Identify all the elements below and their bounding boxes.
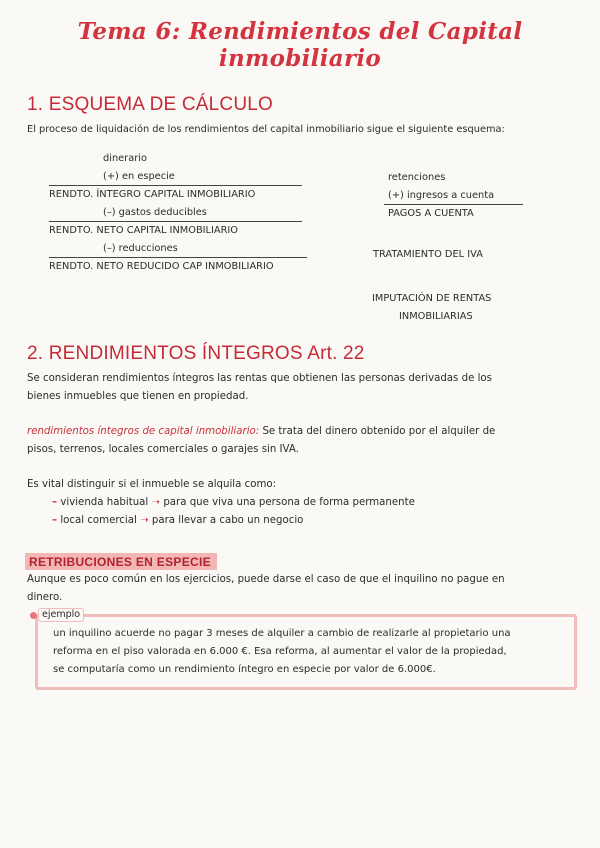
- scheme-pagos: PAGOS A CUENTA: [388, 208, 474, 219]
- highlight-heading-especie: [25, 551, 217, 570]
- scheme-reducciones: (–) reducciones: [103, 243, 178, 254]
- scheme-divider: [49, 221, 302, 222]
- arrow-right-icon: ➝: [151, 497, 161, 508]
- list-item: [52, 494, 415, 512]
- scheme-imputacion-2: INMOBILIARIAS: [399, 311, 473, 322]
- list-item-term: local comercial: [60, 515, 137, 526]
- list-item-desc: para llevar a cabo un negocio: [151, 515, 304, 526]
- definition-text: Se trata del dinero obtenido por el alquiler de: [259, 426, 496, 437]
- list-item: [52, 512, 303, 530]
- scheme-especie: (+) en especie: [103, 171, 175, 182]
- scheme-imputacion-1: IMPUTACIÓN DE RENTAS: [372, 293, 492, 304]
- dash-icon: –: [52, 515, 58, 526]
- scheme-neto: RENDTO. NETO CAPITAL INMOBILIARIO: [49, 225, 239, 236]
- section-heading-integros: 2. RENDIMIENTOS ÍNTEGROS Art. 22: [27, 343, 365, 364]
- bullet-dot-icon: [30, 612, 37, 619]
- scheme-retenciones: retenciones: [388, 172, 446, 183]
- paragraph-line: dinero.: [27, 592, 63, 603]
- scheme-divider: [49, 185, 302, 186]
- section-heading-esquema: 1. ESQUEMA DE CÁLCULO: [27, 94, 273, 115]
- example-line: se computaría como un rendimiento íntegro en especie por valor de 6.000€.: [53, 664, 436, 675]
- paragraph-line: bienes inmuebles que tienen en propiedad.: [27, 391, 249, 402]
- scheme-divider: [49, 257, 307, 258]
- scheme-ingresos: (+) ingresos a cuenta: [388, 190, 495, 201]
- example-label: ejemplo: [38, 608, 84, 622]
- highlight-text: RETRIBUCIONES EN ESPECIE: [25, 553, 217, 570]
- paragraph-line: Aunque es poco común en los ejercicios, puede darse el caso de que el inquilino no pague en: [27, 574, 505, 585]
- scheme-gastos: (–) gastos deducibles: [103, 207, 207, 218]
- scheme-dinerario: dinerario: [103, 153, 147, 164]
- list-item-desc: para que viva una persona de forma permanente: [163, 497, 415, 508]
- scheme-iva: TRATAMIENTO DEL IVA: [373, 249, 483, 260]
- example-line: un inquilino acuerde no pagar 3 meses de alquiler a cambio de realizarle al propietario una: [53, 628, 511, 639]
- scheme-integro: RENDTO. ÍNTEGRO CAPITAL INMOBILIARIO: [49, 189, 256, 200]
- definition-term: rendimientos íntegros de capital inmobiliario:: [27, 426, 260, 437]
- definition-line-2: pisos, terrenos, locales comerciales o garajes sin IVA.: [27, 444, 299, 455]
- paragraph-line: Se consideran rendimientos íntegros las rentas que obtienen las personas derivadas de los: [27, 373, 492, 384]
- definition-line: [27, 423, 495, 441]
- intro-text: El proceso de liquidación de los rendimientos del capital inmobiliario sigue el siguiente esquema:: [27, 124, 505, 135]
- arrow-right-icon: ➝: [140, 515, 149, 526]
- dash-icon: –: [52, 497, 58, 508]
- vital-text: Es vital distinguir si el inmueble se alquila como:: [27, 479, 277, 490]
- scheme-reducido: RENDTO. NETO REDUCIDO CAP INMOBILIARIO: [49, 261, 274, 272]
- example-line: reforma en el piso valorada en 6.000 €. Esa reforma, al aumentar el valor de la propiedad,: [53, 646, 507, 657]
- page-title: Tema 6: Rendimientos del Capital inmobiliario: [77, 18, 523, 72]
- list-item-term: vivienda habitual: [60, 497, 149, 508]
- scheme-divider: [384, 204, 523, 205]
